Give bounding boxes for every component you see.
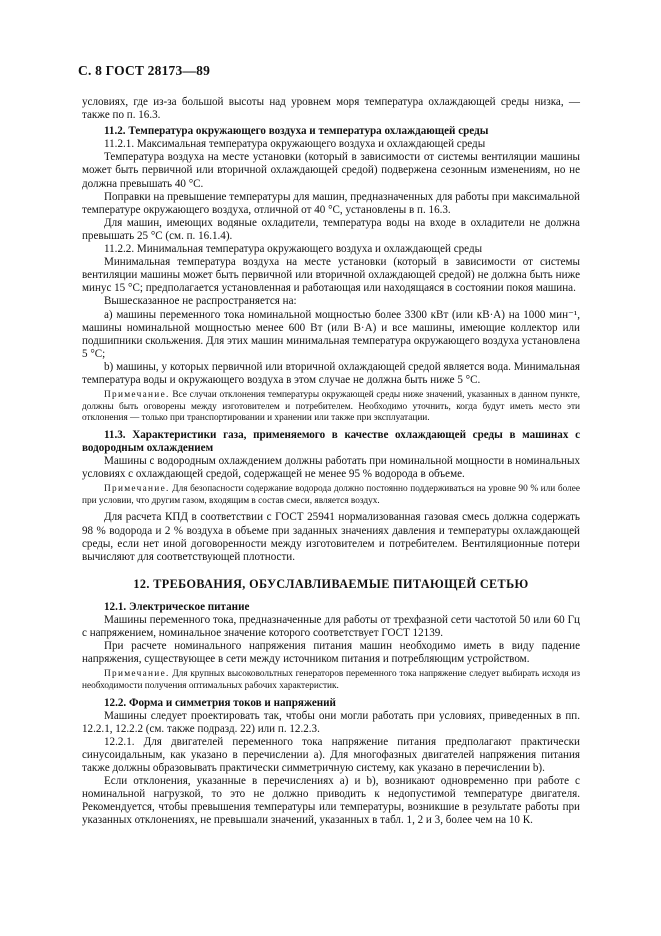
note-label: Примечание.	[104, 669, 170, 680]
paragraph: Если отклонения, указанные в перечислениях а) и b), возникают одновременно при работе с номинальной нагрузкой, то это не должно приводить к недопустимой температуре двигателя. Рекомендуется, чтобы превышения температуры или температуры, возникшие в результате работы при указанных отклонениях, не превышали значений, указанных в табл. 1, 2 и 3, более чем на 10 К.	[82, 775, 580, 827]
paragraph: Для расчета КПД в соответствии с ГОСТ 25941 нормализованная газовая смесь должна содержать 98 % водорода и 2 % воздуха в объеме при заданных значениях давления и температуры охлаждающей среды, если нет иной договоренности между изготовителем и потребителем. Вентиляционные потери вычисляют для соответствующей плотности.	[82, 511, 580, 563]
section-heading-12-1	[82, 601, 580, 614]
note-text: Все случаи отклонения температуры окружающей среды ниже значений, указанных в данном пункте, должны быть оговорены между изготовителем и потребителем. Необходимо уточнить, когда будут иметь место эти отклонения — только при транспортировании и хранении или также при эксплуатации.	[82, 390, 581, 424]
paragraph: условиях, где из-за большой высоты над уровнем моря температура охлаждающей среды низка, — также по п. 16.3.	[82, 96, 580, 122]
section-title: Температура окружающего воздуха и температура охлаждающей среды	[128, 125, 489, 138]
section-number: 12.1.	[104, 600, 127, 613]
paragraph: Минимальная температура воздуха на месте установки (который в зависимости от системы вентиляции машины может быть первичной или вторичной охлаждающей средой) не должна быть ниже минус 15 °С; предполагается установленная и работающая или находящаяся в состоянии покоя машина.	[82, 256, 580, 295]
note-label: Примечание.	[104, 484, 170, 495]
list-item: а) машины переменного тока номинальной мощностью более 3300 кВт (или кВ·А) на 1000 мин⁻¹, машины номинальной мощностью менее 600 Вт (или В·А) и все машины, имеющие коллектор или подшипники скольжения. Для этих машин минимальная температура окружающего воздуха установлена 5 °С;	[82, 308, 580, 360]
section-heading-12-2	[82, 697, 580, 710]
chapter-title: 12. ТРЕБОВАНИЯ, ОБУСЛАВЛИВАЕМЫЕ ПИТАЮЩЕЙ СЕТЬЮ	[133, 576, 529, 591]
paragraph: 12.2.1. Для двигателей переменного тока напряжение питания предполагают практически синусоидальным, как указано в перечислении а). Для многофазных двигателей напряжения питания также должны образовывать практически симметричную систему, как указано в перечислении b).	[82, 735, 580, 774]
paragraph: Температура воздуха на месте установки (который в зависимости от системы вентиляции машины может быть первичной или вторичной охлаждающей средой) подвержена сезонным изменениям, но не должна превышать 40 °С.	[82, 151, 580, 190]
paragraph: Машины следует проектировать так, чтобы они могли работать при условиях, приведенных в пп. 12.2.1, 12.2.2 (см. также подразд. 22) или п. 12.2.3.	[82, 709, 580, 735]
note	[82, 390, 580, 425]
paragraph: Для машин, имеющих водяные охладители, температура воды на входе в охладители не должна превышать 25 °С (см. п. 16.1.4).	[82, 216, 580, 242]
note	[82, 669, 580, 692]
section-number: 11.2.	[104, 125, 126, 138]
section-heading-11-2	[82, 125, 580, 138]
paragraph: Машины переменного тока, предназначенные для работы от трехфазной сети частотой 50 или 60 Гц с напряжением, номинальное значение которого соответствует ГОСТ 12139.	[82, 613, 580, 640]
section-title: Электрическое питание	[128, 600, 250, 613]
list-item: b) машины, у которых первичной или вторичной охлаждающей средой является вода. Минимальная температура воды и окружающего воздуха в этом случае не должна быть ниже 5 °С.	[82, 360, 580, 386]
note-text: Для крупных высоковольтных генераторов переменного тока напряжение следует выбирать исходя из необходимости получения оптимальных рабочих характеристик.	[82, 669, 580, 691]
note-label: Примечание.	[104, 390, 170, 401]
page-content	[82, 96, 580, 827]
paragraph: 11.2.2. Минимальная температура окружающего воздуха и охлаждающей среды	[104, 243, 483, 256]
section-number: 12.2.	[104, 696, 127, 709]
note	[82, 484, 580, 507]
paragraph: Машины с водородным охлаждением должны работать при номинальной мощности в номинальных условиях с охлаждающей средой, содержащей не менее 95 % водорода в объеме.	[82, 455, 580, 481]
section-title: Форма и симметрия токов и напряжений	[128, 696, 336, 709]
paragraph: Поправки на превышение температуры для машин, предназначенных для работы при максимальной температуре окружающего воздуха, отличной от 40 °С, установлены в п. 16.3.	[82, 190, 580, 216]
note-text: Для безопасности содержание водорода должно постоянно поддерживаться на уровне 90 % или более при условии, что другим газом, входящим в состав смеси, является воздух.	[82, 484, 581, 506]
section-title: Характеристики газа, применяемого в качестве охлаждающей среды в машинах с водородным охлаждением	[82, 428, 580, 454]
section-number: 11.3.	[104, 428, 126, 441]
paragraph: 11.2.1. Максимальная температура окружающего воздуха и охлаждающей среды	[104, 138, 486, 151]
paragraph: Вышесказанное не распространяется на:	[104, 295, 297, 308]
paragraph: При расчете номинального напряжения питания машин необходимо иметь в виду падение напряжения, существующее в сети между источником питания и потребляющим устройством.	[82, 640, 580, 666]
section-heading-11-3	[82, 429, 580, 455]
page-header: С. 8 ГОСТ 28173—89	[78, 63, 211, 78]
